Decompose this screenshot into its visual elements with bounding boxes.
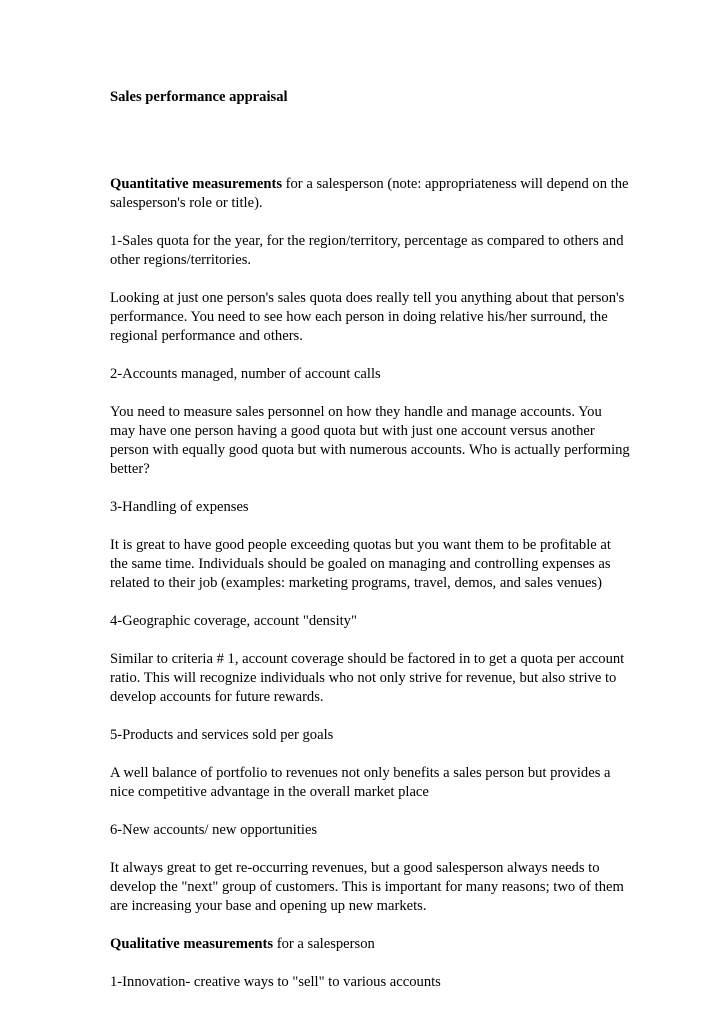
quantitative-heading-rest: for a salesperson (note: appropriateness will depend on the salesperson's role or title). [110, 176, 629, 211]
item-3-heading: 3-Handling of expenses [110, 499, 249, 515]
document-title: Sales performance appraisal [110, 89, 288, 105]
quantitative-heading: Quantitative measurements [110, 176, 282, 192]
item-6-heading: 6-New accounts/ new opportunities [110, 822, 318, 838]
qualitative-heading: Qualitative measurements [110, 936, 274, 952]
qualitative-intro [110, 935, 630, 954]
item-4-body: Similar to criteria # 1, account coverage should be factored in to get a quota per account ratio. This will recognize individuals who not only strive for revenue, but also strive to develop accounts for future rewards. [110, 651, 625, 705]
item-3-body: It is great to have good people exceeding quotas but you want them to be profitable at the same time. Individuals should be goaled on managing and controlling expenses as related to their job (examples: marketing programs, travel, demos, and sales venues) [110, 537, 611, 591]
item-1-body: Looking at just one person's sales quota does really tell you anything about that person's performance. You need to see how each person in doing relative his/her surround, the regional performance and others. [110, 290, 625, 344]
item-1-heading: 1-Sales quota for the year, for the region/territory, percentage as compared to others and other regions/territories. [110, 233, 624, 268]
item-2-body: You need to measure sales personnel on how they handle and manage accounts. You may have one person having a good quota but with just one account versus another person with equally good quota but with numerous accounts. Who is actually performing better? [110, 404, 630, 477]
qualitative-heading-rest: for a salesperson [273, 936, 375, 952]
item-5-body: A well balance of portfolio to revenues not only benefits a sales person but provides a nice competitive advantage in the overall market place [110, 765, 611, 800]
qualitative-item-1: 1-Innovation- creative ways to "sell" to various accounts [110, 974, 441, 990]
item-5-heading: 5-Products and services sold per goals [110, 727, 334, 743]
document-page [110, 88, 630, 1011]
item-2-heading: 2-Accounts managed, number of account calls [110, 366, 381, 382]
item-6-body: It always great to get re-occurring revenues, but a good salesperson always needs to develop the "next" group of customers. This is important for many reasons; two of them are increasing your base and opening up new markets. [110, 860, 624, 914]
title-spacer [110, 107, 630, 175]
quantitative-intro [110, 175, 630, 213]
item-4-heading: 4-Geographic coverage, account "density" [110, 613, 357, 629]
